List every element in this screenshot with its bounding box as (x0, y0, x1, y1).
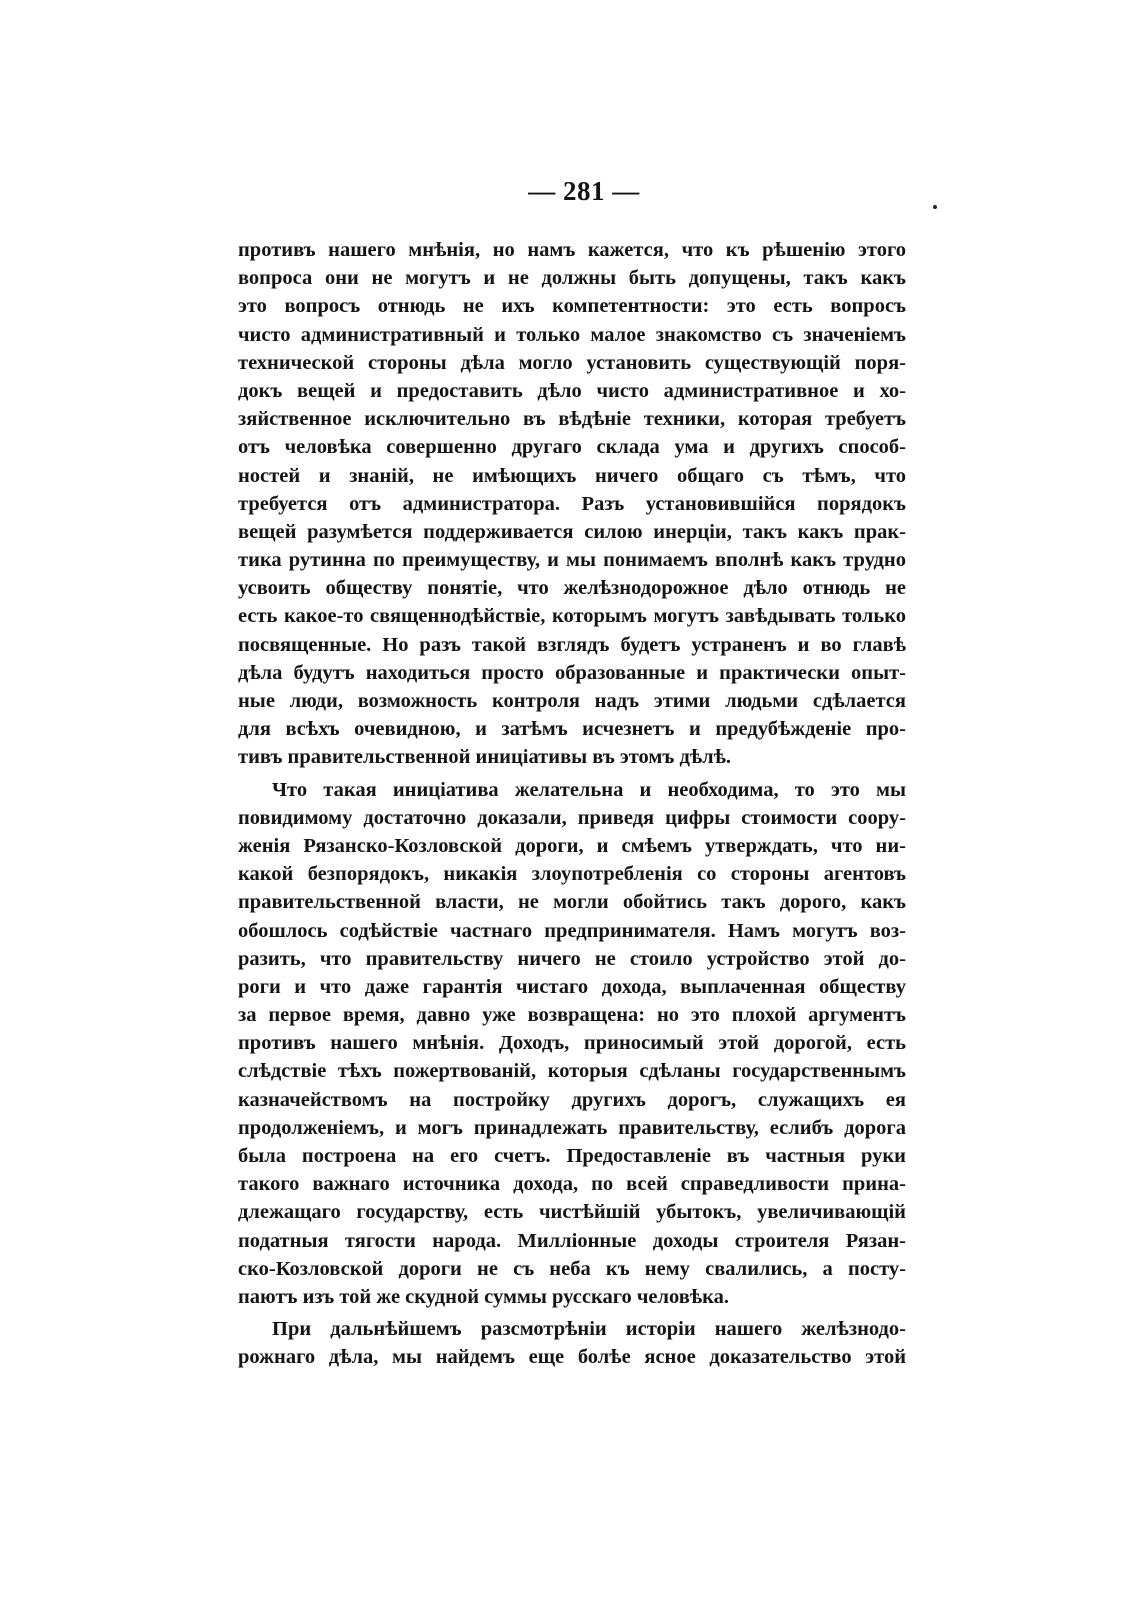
text-line: роги и что даже гарантія чистаго дохода, выплаченная обществу (238, 975, 906, 998)
text-line: женія Рязанско-Козловской дороги, и смѣемъ утверждать, что ни- (238, 834, 906, 857)
ink-speck (933, 205, 937, 209)
text-line: есть какое-то священнодѣйствіе, которымъ могутъ завѣдывать только (238, 605, 906, 628)
text-line: какой безпорядокъ, никакія злоупотребленія со стороны агентовъ (238, 863, 906, 886)
text-line: продолженіемъ, и могъ принадлежать правительству, еслибъ дорога (238, 1116, 906, 1139)
text-line: посвященные. Но разъ такой взглядъ будетъ устраненъ и во главѣ (238, 633, 906, 656)
paragraph (238, 1315, 906, 1371)
body-text (238, 236, 906, 1372)
text-line: для всѣхъ очевидною, и затѣмъ исчезнетъ и предубѣжденіе про- (238, 718, 906, 741)
text-line: ные люди, возможность контроля надъ этими людьми сдѣлается (238, 690, 906, 712)
text-line: податныя тягости народа. Милліонные доходы строителя Рязан- (238, 1229, 906, 1252)
text-line: это вопросъ отнюдь не ихъ компетентности: это есть вопросъ (238, 295, 906, 318)
text-line: вопроса они не могутъ и не должны быть допущены, такъ какъ (238, 267, 906, 290)
text-line: казначействомъ на постройку другихъ дорогъ, служащихъ ея (238, 1088, 906, 1111)
text-line: повидимому достаточно доказали, приведя цифры стоимости соору- (238, 806, 906, 829)
text-line: технической стороны дѣла могло установить существующій поря- (238, 351, 906, 374)
text-line: противъ нашего мнѣнія. Доходъ, приносимый этой дорогой, есть (238, 1032, 906, 1055)
text-line: При дальнѣйшемъ разсмотрѣніи исторіи нашего желѣзнодо- (272, 1318, 906, 1341)
text-line: такого важнаго источника дохода, по всей справедливости прина- (238, 1173, 906, 1196)
text-line: дѣла будутъ находиться просто образованные и практически опыт- (238, 661, 906, 684)
text-line: тивъ правительственной иниціативы въ этомъ дѣлѣ. (238, 746, 732, 769)
text-line: Что такая иниціатива желательна и необходима, то это мы (272, 778, 906, 801)
text-line: паютъ изъ той же скудной суммы русскаго человѣка. (238, 1285, 730, 1308)
paragraph (238, 776, 906, 1312)
text-line: рожнаго дѣла, мы найдемъ еще болѣе ясное доказательство этой (238, 1346, 906, 1369)
text-line: обошлось содѣйствіе частнаго предпринимателя. Намъ могутъ воз- (238, 919, 906, 942)
text-line: отъ человѣка совершенно другаго склада ума и другихъ способ- (238, 436, 906, 459)
text-line: докъ вещей и предоставить дѣло чисто административное и хо- (238, 379, 906, 402)
text-line: за первое время, давно уже возвращена: но это плохой аргументъ (238, 1004, 906, 1027)
page-number: — 281 — (528, 176, 640, 206)
text-line: усвоить обществу понятіе, что желѣзнодорожное дѣло отнюдь не (238, 577, 906, 600)
text-line: была построена на его счетъ. Предоставленіе въ частныя руки (238, 1145, 906, 1167)
paragraph (238, 236, 906, 772)
text-line: ско-Козловской дороги не съ неба къ нему свалились, а посту- (238, 1257, 906, 1280)
text-line: требуется отъ администратора. Разъ установившійся порядокъ (238, 492, 906, 515)
text-line: вещей разумѣется поддерживается силою инерціи, такъ какъ прак- (238, 520, 906, 543)
text-line: разить, что правительству ничего не стоило устройство этой до- (238, 947, 906, 970)
text-line: противъ нашего мнѣнія, но намъ кажется, что къ рѣшенію этого (238, 239, 906, 261)
text-line: тика рутинна по преимуществу, и мы понимаемъ вполнѣ какъ трудно (238, 549, 906, 572)
text-line: зяйственное исключительно въ вѣдѣніе техники, которая требуетъ (238, 408, 906, 431)
text-line: слѣдствіе тѣхъ пожертвованій, которыя сдѣланы государственнымъ (238, 1060, 906, 1083)
text-line: правительственной власти, не могли обойтись такъ дорого, какъ (238, 891, 906, 914)
text-line: ностей и знаній, не имѣющихъ ничего общаго съ тѣмъ, что (238, 464, 906, 487)
text-line: длежащаго государству, есть чистѣйшій убытокъ, увеличивающій (238, 1201, 906, 1224)
text-line: чисто административный и только малое знакомство съ значеніемъ (238, 323, 906, 346)
